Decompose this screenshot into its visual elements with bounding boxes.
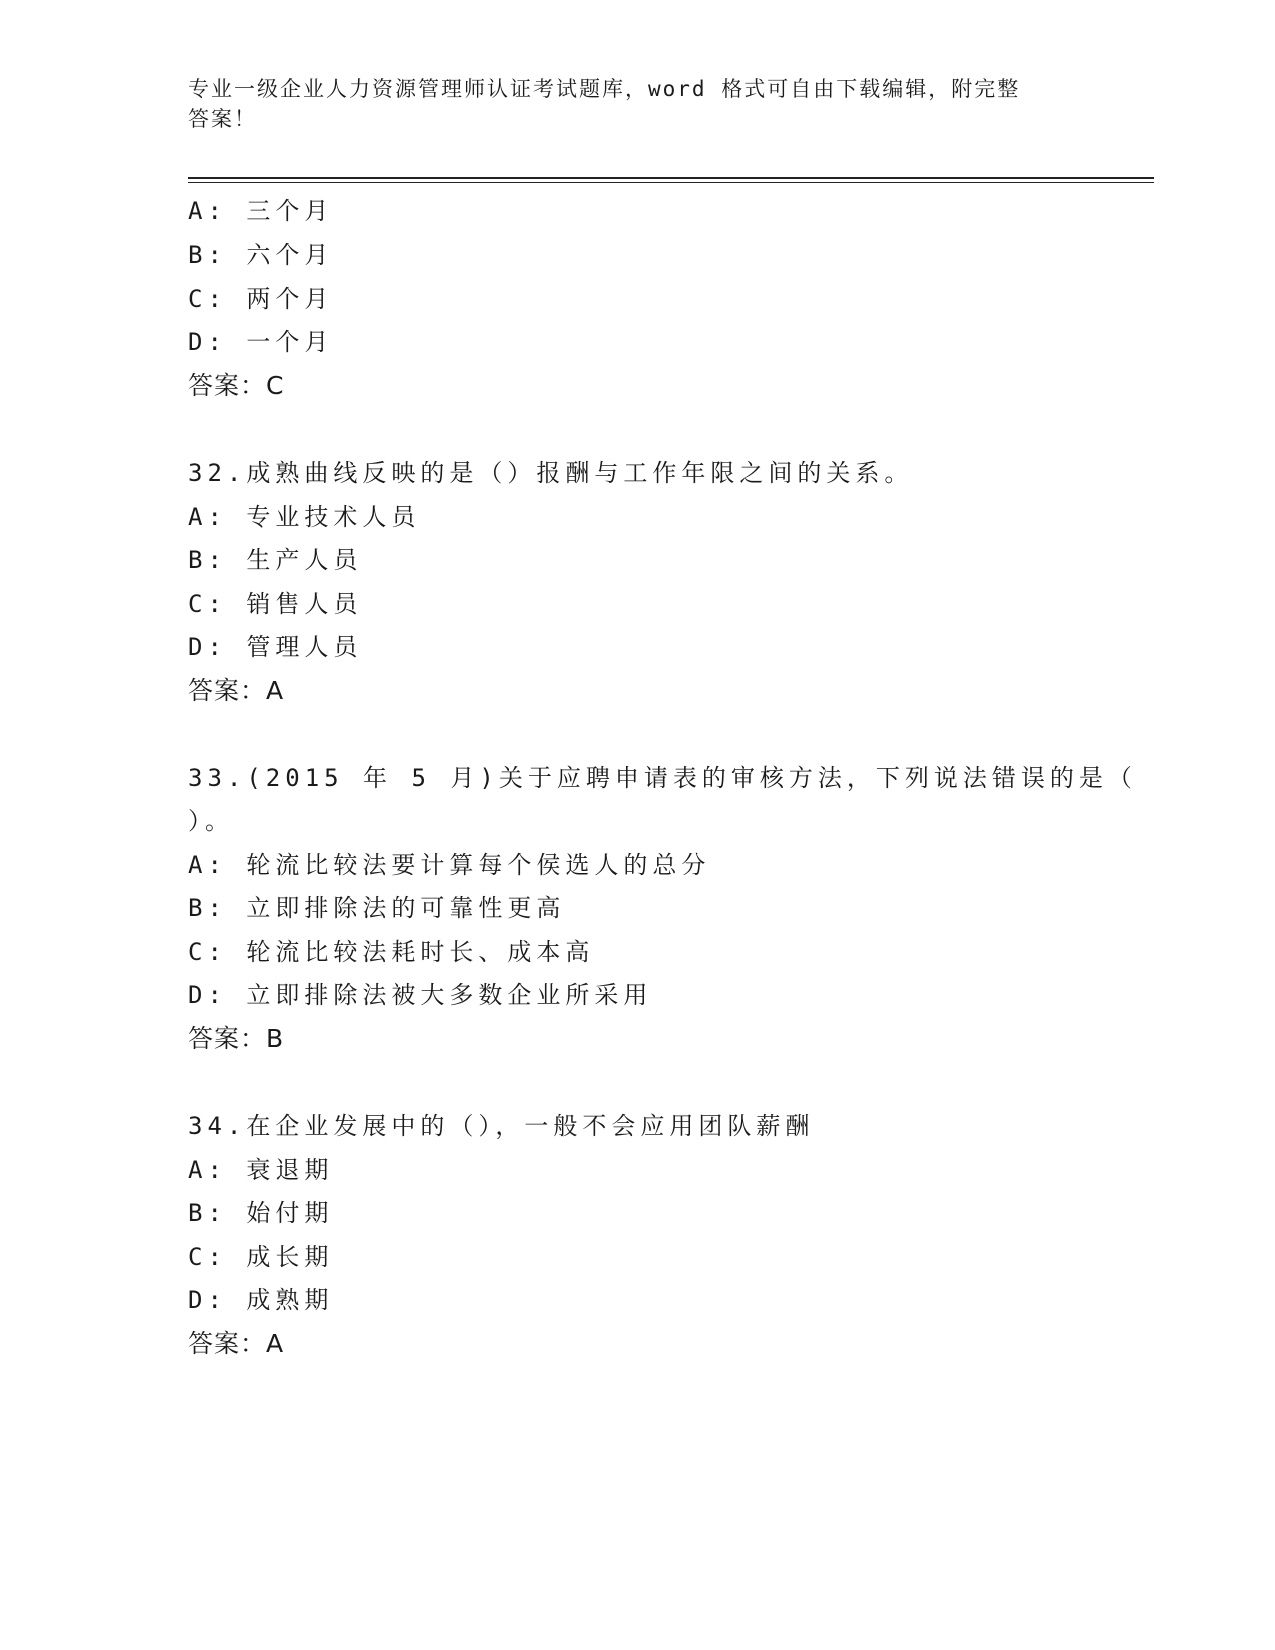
header-rule-thick (188, 177, 1154, 179)
option-d: D: 立即排除法被大多数企业所采用 (188, 981, 653, 1009)
option-d: D: 一个月 (188, 328, 334, 356)
option-b: B: 立即排除法的可靠性更高 (188, 894, 566, 922)
option-c: C: 两个月 (188, 285, 334, 313)
question-text-line-2: ）。 (188, 807, 234, 835)
question-text-line-1: 33.(2015 年 5 月)关于应聘申请表的审核方法，下列说法错误的是（ (188, 764, 1137, 792)
header-line-2: 答案！ (188, 107, 257, 131)
option-c: C: 轮流比较法耗时长、成本高 (188, 938, 595, 966)
option-d: D: 管理人员 (188, 633, 363, 661)
document-header (188, 74, 1088, 134)
option-a: A: 三个月 (188, 197, 334, 225)
option-a: A: 衰退期 (188, 1156, 334, 1184)
header-line-1: 专业一级企业人力资源管理师认证考试题库，word 格式可自由下载编辑，附完整 (188, 77, 1021, 101)
option-a: A: 专业技术人员 (188, 503, 421, 531)
question-text: 32.成熟曲线反映的是（）报酬与工作年限之间的关系。 (188, 459, 914, 487)
option-a: A: 轮流比较法要计算每个侯选人的总分 (188, 851, 711, 879)
option-d: D: 成熟期 (188, 1286, 334, 1314)
option-b: B: 六个月 (188, 241, 334, 269)
answer: 答案：A (188, 1329, 285, 1358)
answer: 答案：A (188, 676, 285, 705)
header-rule-thin (188, 182, 1154, 183)
answer: 答案：B (188, 1024, 285, 1053)
option-b: B: 始付期 (188, 1199, 334, 1227)
option-c: C: 成长期 (188, 1243, 334, 1271)
answer: 答案：C (188, 371, 285, 400)
option-b: B: 生产人员 (188, 546, 363, 574)
question-text: 34.在企业发展中的（），一般不会应用团队薪酬 (188, 1112, 815, 1140)
option-c: C: 销售人员 (188, 590, 363, 618)
